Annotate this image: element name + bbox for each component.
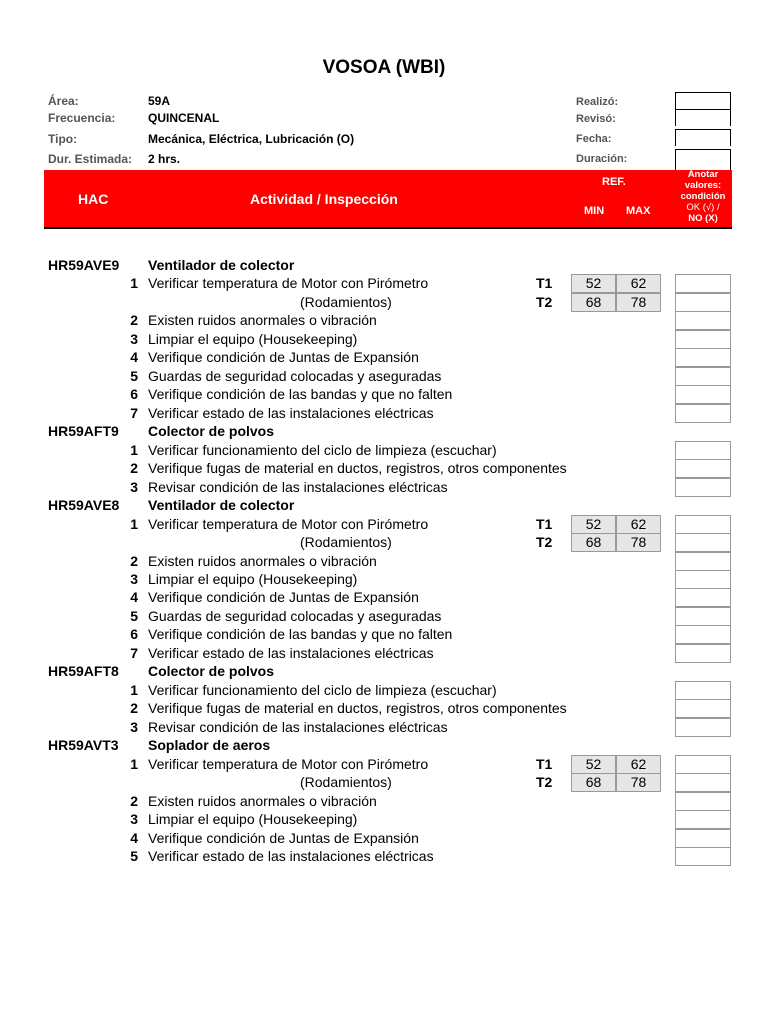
estimated-duration-value: 2 hrs.	[148, 152, 181, 166]
ref-max-value: 62	[616, 274, 661, 293]
check-field[interactable]	[675, 441, 731, 460]
item-number: 2	[130, 552, 138, 569]
item-number: 1	[130, 681, 138, 698]
item-description: Verificar temperatura de Motor con Pirómetro	[148, 755, 429, 772]
ref-max-value: 62	[616, 515, 661, 534]
item-description: Revisar condición de las instalaciones eléctricas	[148, 718, 448, 735]
frequency-value: QUINCENAL	[148, 111, 220, 125]
activity-header: Actividad / Inspección	[250, 191, 398, 207]
item-description: Limpiar el equipo (Housekeeping)	[148, 570, 358, 587]
item-description: Verificar funcionamiento del ciclo de limpieza (escuchar)	[148, 681, 497, 698]
item-description: Verifique fugas de material en ductos, registros, otros componentes	[148, 460, 567, 477]
item-number: 2	[130, 792, 138, 809]
temperature-label: T1	[536, 515, 553, 532]
item-description: Verificar funcionamiento del ciclo de limpieza (escuchar)	[148, 441, 497, 458]
ref-min-value: 52	[571, 515, 616, 534]
check-field[interactable]	[675, 533, 731, 552]
check-field[interactable]	[675, 348, 731, 367]
item-description: Verifique condición de Juntas de Expansión	[148, 589, 419, 606]
item-description: Limpiar el equipo (Housekeeping)	[148, 330, 358, 347]
check-field[interactable]	[675, 459, 731, 478]
estimated-duration-label: Dur. Estimada:	[48, 152, 133, 166]
min-header: MIN	[584, 205, 605, 217]
check-field[interactable]	[675, 293, 731, 312]
item-number: 1	[130, 275, 138, 292]
check-field[interactable]	[675, 644, 731, 663]
item-number: 4	[130, 589, 138, 606]
equipment-name: Ventilador de colector	[148, 497, 295, 514]
page-title: VOSOA (WBI)	[322, 57, 446, 78]
check-field[interactable]	[675, 810, 731, 829]
item-number: 6	[130, 626, 138, 643]
item-description: Verificar estado de las instalaciones eléctricas	[148, 644, 434, 661]
temperature-label: T2	[536, 534, 553, 551]
item-number: 5	[130, 607, 138, 624]
check-field[interactable]	[675, 681, 731, 700]
check-field[interactable]	[675, 404, 731, 423]
item-number: 4	[130, 829, 138, 846]
item-number: 5	[130, 848, 138, 865]
ref-min-value: 68	[571, 773, 616, 792]
equipment-code: HR59AFT9	[48, 423, 119, 440]
item-number: 4	[130, 349, 138, 366]
item-description: Verifique condición de las bandas y que no falten	[148, 626, 453, 643]
item-subtext: (Rodamientos)	[300, 293, 392, 310]
check-field[interactable]	[675, 570, 731, 589]
area-value: 59A	[148, 94, 171, 108]
check-field[interactable]	[675, 699, 731, 718]
column-header-banner	[44, 170, 732, 229]
item-description: Revisar condición de las instalaciones eléctricas	[148, 478, 448, 495]
item-number: 3	[130, 570, 138, 587]
item-number: 1	[130, 441, 138, 458]
ref-max-value: 62	[616, 755, 661, 774]
type-label: Tipo:	[48, 132, 78, 146]
temperature-label: T2	[536, 293, 553, 310]
check-field[interactable]	[675, 718, 731, 737]
ref-max-value: 78	[616, 533, 661, 552]
equipment-name: Ventilador de colector	[148, 257, 295, 273]
check-field[interactable]	[675, 478, 731, 497]
item-number: 2	[130, 700, 138, 717]
item-description: Guardas de seguridad colocadas y aseguradas	[148, 367, 442, 384]
item-number: 1	[130, 515, 138, 532]
item-subtext: (Rodamientos)	[300, 534, 392, 551]
ref-max-value: 78	[616, 293, 661, 312]
reviewed-by-label: Revisó:	[576, 113, 616, 125]
item-number: 3	[130, 330, 138, 347]
performed-by-field[interactable]	[675, 92, 731, 109]
item-description: Limpiar el equipo (Housekeeping)	[148, 811, 358, 828]
check-field[interactable]	[675, 274, 731, 293]
item-number: 2	[130, 312, 138, 329]
type-value: Mecánica, Eléctrica, Lubricación (O)	[148, 132, 355, 146]
check-field[interactable]	[675, 330, 731, 349]
record-values-header: Anotar valores: condición OK (√) / NO (X)	[680, 169, 726, 224]
ref-max-value: 78	[616, 773, 661, 792]
check-field[interactable]	[675, 607, 731, 626]
item-description: Verificar estado de las instalaciones eléctricas	[148, 848, 434, 865]
item-description: Verificar temperatura de Motor con Pirómetro	[148, 515, 429, 532]
check-field[interactable]	[675, 755, 731, 774]
item-description: Verifique fugas de material en ductos, registros, otros componentes	[148, 700, 567, 717]
ref-min-value: 68	[571, 293, 616, 312]
item-number: 3	[130, 811, 138, 828]
item-subtext: (Rodamientos)	[300, 774, 392, 791]
item-description: Existen ruidos anormales o vibración	[148, 792, 377, 809]
item-number: 7	[130, 644, 138, 661]
reviewed-by-field[interactable]	[675, 109, 731, 126]
item-description: Verifique condición de Juntas de Expansión	[148, 829, 419, 846]
item-number: 1	[130, 755, 138, 772]
date-label: Fecha:	[576, 133, 612, 145]
check-field[interactable]	[675, 552, 731, 571]
temperature-label: T1	[536, 275, 553, 292]
check-field[interactable]	[675, 773, 731, 792]
ref-min-value: 52	[571, 755, 616, 774]
item-description: Guardas de seguridad colocadas y aseguradas	[148, 607, 442, 624]
temperature-label: T1	[536, 755, 553, 772]
item-description: Verificar estado de las instalaciones eléctricas	[148, 404, 434, 421]
check-field[interactable]	[675, 625, 731, 644]
duration-label: Duración:	[576, 153, 628, 165]
check-field[interactable]	[675, 792, 731, 811]
equipment-code: HR59AFT8	[48, 663, 119, 680]
item-number: 3	[130, 478, 138, 495]
area-label: Área:	[48, 94, 79, 108]
item-description: Verifique condición de Juntas de Expansión	[148, 349, 419, 366]
item-description: Verifique condición de las bandas y que no falten	[148, 386, 453, 403]
temperature-label: T2	[536, 774, 553, 791]
item-number: 7	[130, 404, 138, 421]
ref-header: REF.	[602, 176, 626, 188]
hac-header: HAC	[78, 191, 109, 207]
equipment-code: HR59AVE8	[48, 497, 120, 514]
item-description: Existen ruidos anormales o vibración	[148, 552, 377, 569]
item-description: Existen ruidos anormales o vibración	[148, 312, 377, 329]
equipment-name: Colector de polvos	[148, 663, 275, 680]
date-field[interactable]	[675, 129, 731, 146]
performed-by-label: Realizó:	[576, 96, 619, 108]
item-number: 3	[130, 718, 138, 735]
check-field[interactable]	[675, 588, 731, 607]
item-description: Verificar temperatura de Motor con Pirómetro	[148, 275, 429, 292]
max-header: MAX	[626, 205, 651, 217]
item-number: 6	[130, 386, 138, 403]
check-field[interactable]	[675, 385, 731, 404]
check-field[interactable]	[675, 311, 731, 330]
check-field[interactable]	[675, 829, 731, 848]
ref-min-value: 68	[571, 533, 616, 552]
check-field[interactable]	[675, 847, 731, 866]
ref-min-value: 52	[571, 274, 616, 293]
check-field[interactable]	[675, 515, 731, 534]
check-field[interactable]	[675, 367, 731, 386]
item-number: 2	[130, 460, 138, 477]
duration-field[interactable]	[675, 149, 731, 170]
item-number: 5	[130, 367, 138, 384]
frequency-label: Frecuencia:	[48, 111, 116, 125]
equipment-code: HR59AVE9	[48, 257, 120, 273]
equipment-name: Soplador de aeros	[148, 737, 271, 754]
equipment-name: Colector de polvos	[148, 423, 275, 440]
equipment-code: HR59AVT3	[48, 737, 119, 754]
